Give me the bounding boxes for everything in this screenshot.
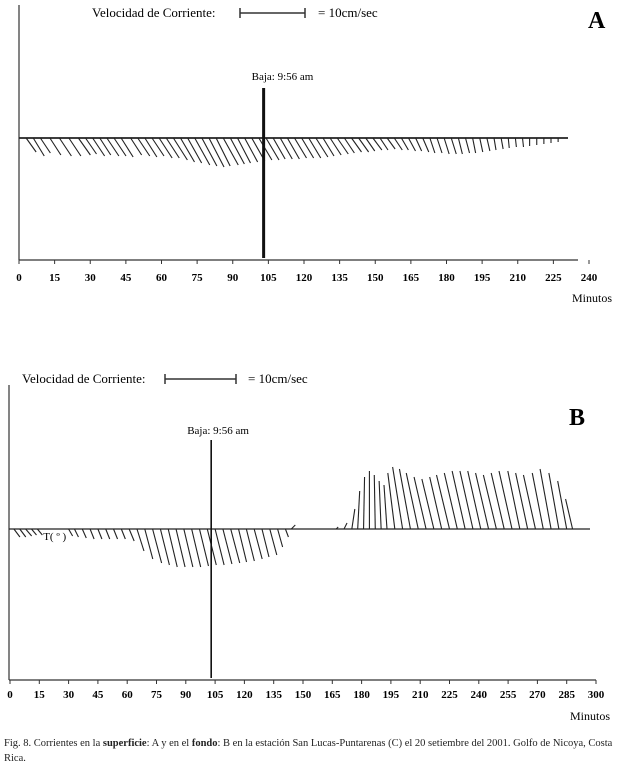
vector-stick-b-57 <box>483 475 496 529</box>
vector-stick-a-20 <box>181 138 195 162</box>
caption-text-2: : A y en el <box>146 738 192 749</box>
vector-stick-b-66 <box>558 481 567 529</box>
vector-stick-b-38 <box>358 491 360 529</box>
vector-stick-a-12 <box>121 138 133 157</box>
x-tick-label-b-8: 120 <box>236 689 253 701</box>
vector-stick-b-18 <box>168 529 177 567</box>
vector-stick-a-38 <box>309 138 321 158</box>
low-tide-label-b: Baja: 9:56 am <box>187 425 249 437</box>
vector-stick-b-8 <box>90 529 94 539</box>
vector-stick-a-66 <box>508 138 509 148</box>
vector-stick-a-32 <box>266 138 279 160</box>
vector-stick-b-28 <box>246 529 254 561</box>
caption-bold-1: superficie <box>102 738 147 749</box>
vector-stick-b-7 <box>82 529 86 538</box>
x-tick-label-b-2: 30 <box>63 689 75 701</box>
vector-stick-b-53 <box>452 471 465 529</box>
vector-stick-a-37 <box>302 138 314 158</box>
vector-stick-b-15 <box>145 529 153 559</box>
vector-stick-a-24 <box>209 138 224 167</box>
vector-stick-a-34 <box>280 138 292 159</box>
vector-stick-a-63 <box>487 138 490 151</box>
vector-stick-a-59 <box>458 138 462 154</box>
vector-stick-b-51 <box>437 475 450 529</box>
vector-stick-b-62 <box>523 475 535 529</box>
vector-stick-a-18 <box>166 138 179 158</box>
vector-stick-a-55 <box>430 138 435 153</box>
vector-stick-b-16 <box>153 529 162 563</box>
vector-stick-b-32 <box>278 529 283 547</box>
vector-stick-a-22 <box>195 138 210 165</box>
scale-label-b: Velocidad de Corriente: <box>22 371 146 386</box>
vector-stick-b-14 <box>137 529 144 551</box>
vector-stick-b-1 <box>20 529 26 537</box>
vector-stick-b-56 <box>476 473 489 529</box>
x-tick-label-a-8: 120 <box>295 272 313 284</box>
vector-stick-a-50 <box>394 138 402 150</box>
x-tick-label-a-15: 225 <box>545 272 562 284</box>
x-tick-label-a-4: 60 <box>156 272 167 284</box>
x-tick-label-a-11: 165 <box>402 272 420 284</box>
vector-stick-a-68 <box>523 138 524 147</box>
x-tick-label-b-7: 105 <box>206 689 224 701</box>
vector-stick-b-55 <box>468 471 481 529</box>
vector-stick-a-29 <box>245 138 258 162</box>
vector-stick-b-29 <box>254 529 262 559</box>
vector-stick-b-0 <box>14 529 20 537</box>
vector-stick-b-31 <box>270 529 277 555</box>
vector-stick-a-51 <box>401 138 408 150</box>
vector-stick-b-41 <box>374 475 375 529</box>
x-tick-label-a-13: 195 <box>473 272 491 284</box>
vector-stick-b-12 <box>121 529 125 539</box>
vectors-b <box>14 467 573 567</box>
temperature-annotation: T( º ) <box>43 531 67 543</box>
x-tick-label-a-12: 180 <box>438 272 455 284</box>
vector-stick-a-33 <box>273 138 285 159</box>
vector-stick-b-37 <box>352 509 355 529</box>
x-tick-label-b-18: 270 <box>529 689 546 701</box>
x-tick-label-a-16: 240 <box>580 272 598 284</box>
vector-stick-b-58 <box>491 473 504 529</box>
x-tick-label-b-20: 300 <box>587 689 605 701</box>
vector-stick-a-11 <box>114 138 126 156</box>
vector-stick-a-28 <box>238 138 251 163</box>
vector-stick-a-26 <box>223 138 238 165</box>
x-tick-label-a-0: 0 <box>16 272 22 284</box>
vector-stick-b-19 <box>176 529 185 567</box>
panel-a <box>16 5 612 305</box>
vector-stick-a-25 <box>216 138 230 166</box>
vector-stick-b-52 <box>444 473 457 529</box>
vector-stick-b-26 <box>231 529 240 563</box>
scale-bar-a <box>240 8 305 18</box>
x-tick-label-b-12: 180 <box>353 689 370 701</box>
caption-text-1: Fig. 8. Corrientes en la <box>4 738 103 749</box>
vector-stick-a-21 <box>188 138 202 163</box>
vector-stick-b-30 <box>262 529 269 557</box>
x-tick-label-b-1: 15 <box>33 689 45 701</box>
vector-stick-a-23 <box>202 138 217 166</box>
vector-stick-b-27 <box>239 529 247 562</box>
panel-label-b: B <box>569 405 586 431</box>
vector-stick-b-11 <box>114 529 118 539</box>
vector-stick-a-65 <box>501 138 503 149</box>
vector-stick-b-61 <box>516 473 528 529</box>
x-tick-label-a-6: 90 <box>227 272 239 284</box>
vector-stick-b-2 <box>26 529 32 536</box>
x-tick-label-a-9: 135 <box>331 272 348 284</box>
x-tick-label-b-3: 45 <box>92 689 104 701</box>
vector-stick-b-5 <box>69 529 73 536</box>
x-axis-label-b: Minutos <box>569 709 610 723</box>
x-tick-label-a-1: 15 <box>49 272 61 284</box>
caption-bold-2: fondo <box>191 738 218 749</box>
vector-stick-a-5 <box>69 138 81 156</box>
vector-stick-b-47 <box>406 473 418 529</box>
x-tick-label-b-10: 150 <box>294 689 312 701</box>
x-tick-label-b-0: 0 <box>7 689 13 701</box>
vector-stick-a-52 <box>409 138 416 151</box>
vector-stick-a-60 <box>466 138 470 153</box>
vector-stick-b-4 <box>37 529 42 535</box>
scale-value-b: = 10cm/sec <box>248 371 308 386</box>
vector-stick-b-33 <box>285 529 288 537</box>
x-tick-label-b-13: 195 <box>382 689 400 701</box>
x-tick-label-b-19: 285 <box>558 689 575 701</box>
vector-stick-a-16 <box>152 138 164 156</box>
scale-bar-b <box>165 374 236 384</box>
x-tick-label-a-5: 75 <box>191 272 203 284</box>
vector-stick-a-27 <box>230 138 244 164</box>
vector-stick-a-56 <box>437 138 442 153</box>
scale-label-a: Velocidad de Corriente: <box>92 5 216 20</box>
x-tick-label-a-3: 45 <box>120 272 132 284</box>
vector-stick-b-48 <box>414 477 426 529</box>
vector-stick-a-47 <box>373 138 382 150</box>
vectors-a <box>26 138 558 167</box>
x-tick-label-a-7: 105 <box>260 272 277 284</box>
vector-stick-a-36 <box>295 138 307 158</box>
vector-stick-a-49 <box>387 138 395 149</box>
vector-stick-b-6 <box>74 529 78 537</box>
vector-stick-a-62 <box>480 138 483 152</box>
vector-stick-b-25 <box>223 529 232 564</box>
vector-stick-a-67 <box>515 138 516 147</box>
vector-stick-b-21 <box>192 529 201 567</box>
vector-stick-a-35 <box>287 138 299 159</box>
vector-stick-a-4 <box>59 138 71 156</box>
x-tick-label-b-5: 75 <box>151 689 162 701</box>
vector-stick-a-31 <box>259 138 272 160</box>
vector-stick-b-13 <box>129 529 134 541</box>
vector-stick-b-39 <box>364 477 365 529</box>
vector-stick-a-19 <box>173 138 187 160</box>
x-tick-label-b-15: 225 <box>441 689 458 701</box>
panel-b <box>7 371 610 723</box>
x-tick-label-b-9: 135 <box>265 689 282 701</box>
x-ticks-a <box>16 260 598 284</box>
vector-stick-b-67 <box>566 499 573 529</box>
vector-stick-b-3 <box>31 529 36 535</box>
x-tick-label-a-14: 210 <box>509 272 526 284</box>
panel-label-a: A <box>588 8 606 34</box>
vector-stick-a-53 <box>416 138 422 151</box>
vector-stick-b-44 <box>388 473 395 529</box>
x-tick-label-a-10: 150 <box>367 272 384 284</box>
vector-stick-a-54 <box>423 138 429 152</box>
vector-stick-a-58 <box>451 138 456 154</box>
figure-caption <box>4 736 616 766</box>
vector-stick-a-3 <box>50 138 61 155</box>
vector-stick-a-64 <box>494 138 496 150</box>
vector-stick-a-10 <box>107 138 119 156</box>
vector-stick-a-14 <box>138 138 150 156</box>
vector-stick-b-22 <box>199 529 208 566</box>
vector-stick-b-17 <box>160 529 169 565</box>
low-tide-label-a: Baja: 9:56 am <box>251 71 314 83</box>
vector-stick-a-57 <box>444 138 449 154</box>
vector-stick-b-24 <box>215 529 224 565</box>
scale-value-a: = 10cm/sec <box>318 5 378 20</box>
vector-stick-a-15 <box>145 138 157 157</box>
vector-stick-a-6 <box>78 138 90 155</box>
vector-stick-b-43 <box>384 485 387 529</box>
x-tick-label-b-14: 210 <box>411 689 429 701</box>
vector-stick-b-20 <box>184 529 193 567</box>
vector-stick-a-17 <box>159 138 172 158</box>
x-tick-label-b-11: 165 <box>324 689 341 701</box>
vector-stick-b-36 <box>344 523 347 529</box>
caption-text-3: : B en la estación San Lucas-Puntarenas (C) el 20 setiembre del 2001. Golfo de Nicoya, Costa Rica. <box>4 738 613 764</box>
x-tick-label-b-16: 240 <box>470 689 488 701</box>
vector-stick-b-9 <box>98 529 102 539</box>
vector-stick-a-39 <box>316 138 328 157</box>
x-axis-label-a: Minutos <box>571 291 612 305</box>
x-tick-label-b-17: 255 <box>499 689 517 701</box>
vector-stick-a-8 <box>93 138 105 156</box>
x-tick-label-a-2: 30 <box>84 272 96 284</box>
vector-stick-b-54 <box>460 471 473 529</box>
x-tick-label-b-4: 60 <box>121 689 133 701</box>
vector-stick-a-61 <box>473 138 476 153</box>
x-tick-label-b-6: 90 <box>180 689 192 701</box>
x-ticks-b <box>7 680 605 701</box>
vector-stick-a-2 <box>40 138 50 153</box>
vector-stick-b-10 <box>106 529 110 539</box>
vector-stick-b-42 <box>379 481 381 529</box>
